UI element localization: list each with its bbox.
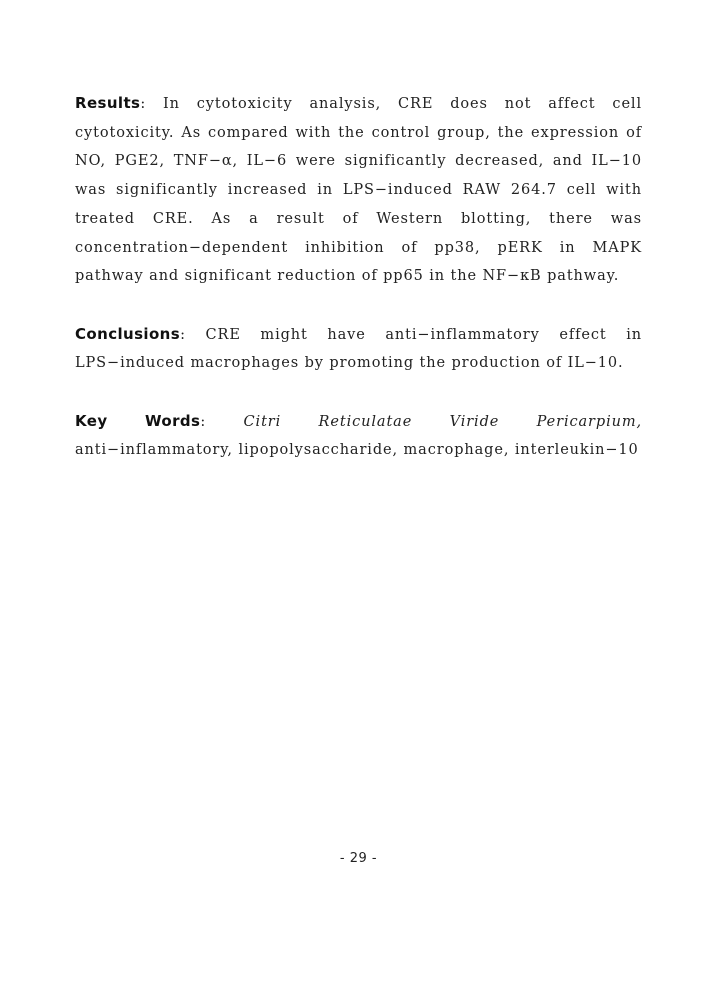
conclusions-text: : CRE might have anti−inflammatory effect in LPS−induced macrophages by promoting the production of IL−10.	[75, 326, 642, 372]
results-label: Results	[75, 94, 141, 112]
keywords-separator: :	[200, 413, 244, 430]
conclusions-paragraph	[75, 320, 642, 378]
keywords-italic-term: Citri Reticulatae Viride Pericarpium,	[243, 413, 643, 430]
abstract-body	[75, 89, 642, 465]
keywords-rest: anti−inflammatory, lipopolysaccharide, macrophage, interleukin−10	[75, 442, 639, 459]
results-text: : In cytotoxicity analysis, CRE does not affect cell cytotoxicity. As compared with the control group, the expression of NO, PGE2, TNF−α, IL−6 were significantly decreased, and IL−10 was significantly increased in LPS−induced RAW 264.7 cell with treated CRE. As a result of Western blotting, there was concentration−dependent inhibition of pp38, pERK in MAPK pathway and significant reduction of pp65 in the NF−κB pathway.	[75, 96, 642, 285]
conclusions-label: Conclusions	[75, 324, 181, 343]
page-number: - 29 -	[339, 851, 378, 866]
keywords-label: Key Words	[75, 411, 201, 430]
results-paragraph	[75, 89, 642, 291]
keywords-paragraph	[75, 407, 642, 465]
